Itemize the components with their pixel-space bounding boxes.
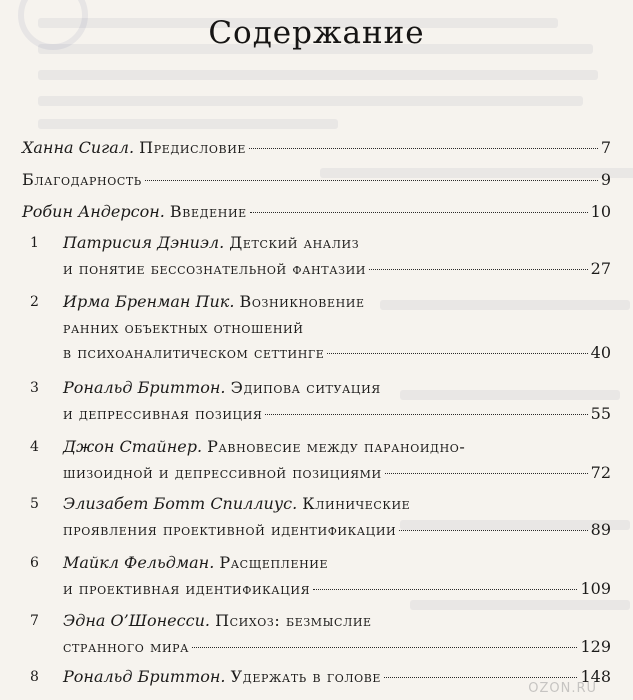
page-number: 89 xyxy=(590,519,611,539)
author-name: Ханна Сигал. xyxy=(22,138,135,157)
entry-line xyxy=(63,233,359,252)
dot-leader xyxy=(399,530,587,531)
chapter-number: 4 xyxy=(30,439,39,455)
entry-title: и понятие бессознательной фантазии xyxy=(63,258,366,278)
entry-title: Удержать в голове xyxy=(230,667,382,686)
author-name: Майкл Фельдман. xyxy=(63,553,215,572)
author-name: Рональд Бриттон. xyxy=(63,378,226,397)
entry-title: Клинические xyxy=(302,494,411,513)
chapter-number: 3 xyxy=(30,380,39,396)
entry-title: ранних объектных отношений xyxy=(63,317,304,337)
dot-leader xyxy=(249,148,598,149)
entry-line xyxy=(63,318,303,337)
dot-leader xyxy=(145,180,598,181)
dot-leader xyxy=(250,212,588,213)
chapter-number: 8 xyxy=(30,669,39,685)
entry-title: проявления проективной идентификации xyxy=(63,519,397,539)
entry-line xyxy=(63,463,611,482)
author-name: Джон Стайнер. xyxy=(63,437,203,456)
page-number: 9 xyxy=(600,170,611,189)
chapter-number: 2 xyxy=(30,294,39,310)
dot-leader xyxy=(369,269,588,270)
entry-title: Психоз: безмыслие xyxy=(215,611,372,630)
entry-line xyxy=(63,378,381,397)
entry-line xyxy=(22,202,611,221)
chapter-number: 1 xyxy=(30,235,39,251)
entry-title: и депрессивная позиция xyxy=(63,403,263,423)
author-name: Эдна О’Шонесси. xyxy=(63,611,210,630)
entry-title: и проективная идентификация xyxy=(63,578,311,598)
page-number: 72 xyxy=(590,462,611,482)
entry-title: странного мира xyxy=(63,636,190,656)
dot-leader xyxy=(313,589,577,590)
page-number: 129 xyxy=(580,636,611,656)
entry-line xyxy=(63,494,410,513)
entry-title: Возникновение xyxy=(239,292,365,311)
entry-line xyxy=(63,343,611,362)
page-number: 10 xyxy=(590,202,611,221)
author-name: Элизабет Ботт Спиллиус. xyxy=(63,494,298,513)
page-title: Содержание xyxy=(208,15,425,51)
author-name: Ирма Бренман Пик. xyxy=(63,292,235,311)
entry-title: Эдипова ситуация xyxy=(230,378,381,397)
entry-line xyxy=(63,292,365,311)
author-name: Рональд Бриттон. xyxy=(63,667,226,686)
watermark: OZON.RU xyxy=(528,681,597,696)
entry-title: Расщепление xyxy=(219,553,329,572)
entry-title: Предисловие xyxy=(139,138,247,157)
entry-line xyxy=(63,404,611,423)
entry-line xyxy=(63,637,611,656)
entry-line xyxy=(63,579,611,598)
author-name: Патрисия Дэниэл. xyxy=(63,233,225,252)
entry-title: Равновесие между параноидно- xyxy=(207,437,466,456)
chapter-number: 5 xyxy=(30,496,39,512)
dot-leader xyxy=(327,353,587,354)
dot-leader xyxy=(384,677,577,678)
entry-title: в психоаналитическом сеттинге xyxy=(63,343,325,362)
page-number: 40 xyxy=(590,343,611,362)
dot-leader xyxy=(192,647,577,648)
page-number: 148 xyxy=(580,667,611,686)
dot-leader xyxy=(385,473,588,474)
entry-line xyxy=(63,259,611,278)
entry-line xyxy=(22,138,611,157)
entry-line xyxy=(63,553,328,572)
page-number: 55 xyxy=(590,403,611,423)
author-name: Робин Андерсон. xyxy=(22,202,165,221)
chapter-number: 6 xyxy=(30,555,39,571)
entry-title: шизоидной и депрессивной позициями xyxy=(63,462,382,482)
chapter-number: 7 xyxy=(30,613,39,629)
page-number: 109 xyxy=(580,578,611,598)
entry-line xyxy=(63,611,372,630)
entry-line xyxy=(63,437,465,456)
entry-title: Детский анализ xyxy=(229,233,360,252)
entry-line xyxy=(63,520,611,539)
entry-title: Введение xyxy=(169,202,247,221)
entry-line xyxy=(22,170,611,189)
page-number: 7 xyxy=(600,138,611,157)
page-number: 27 xyxy=(590,258,611,278)
entry-title: Благодарность xyxy=(22,170,142,189)
dot-leader xyxy=(265,414,587,415)
